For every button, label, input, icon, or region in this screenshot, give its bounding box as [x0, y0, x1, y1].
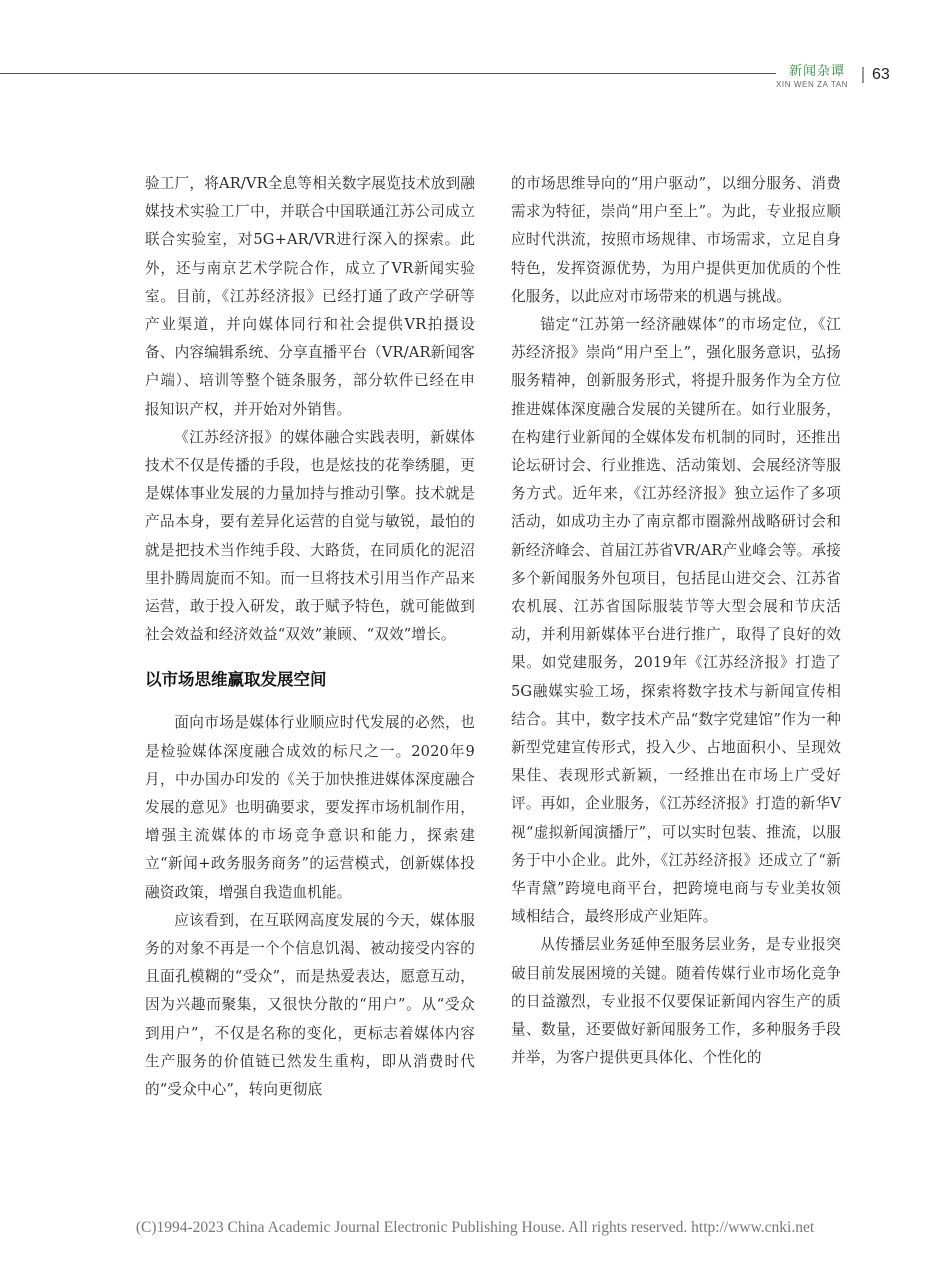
paragraph: 应该看到，在互联网高度发展的今天，媒体服务的对象不再是一个个信息饥渴、被动接受内容的且面孔模糊的“受众”，而是热爱表达，愿意互动，因为兴趣而聚集，又很快分散的“用户”。从“受众到用户”，不仅是名称的变化，更标志着媒体内容生产服务的价值链已然发生重构，即从消费时代的“受众中心”，转向更彻底: [145, 911, 475, 1099]
copyright-notice: (C)1994-2023 China Academic Journal Electronic Publishing House. All rights reserved. http://www.cnki.net: [135, 1219, 815, 1236]
paragraph: 《江苏经济报》的媒体融合实践表明，新媒体技术不仅是传播的手段，也是炫技的花拳绣腿，更是媒体事业发展的力量加持与推动引擎。技术就是产品本身，要有差异化运营的自觉与敏锐，最怕的就是把技术当作纯手段、大路货，在同质化的泥沼里扑腾周旋而不知。而一旦将技术引用当作产品来运营，敢于投入研发，敢于赋予特色，就可能做到社会效益和经济效益“双效”兼顾、“双效”增长。: [145, 428, 475, 644]
paragraph: 验工厂，将AR/VR全息等相关数字展览技术放到融媒技术实验工厂中，并联合中国联通江苏公司成立联合实验室，对5G+AR/VR进行深入的探索。此外，还与南京艺术学院合作，成立了VR新闻实验室。目前，《江苏经济报》已经打通了政产学研等产业渠道，并向媒体同行和社会提供VR拍摄设备、内容编辑系统、分享直播平台（VR/AR新闻客户端）、培训等整个链条服务，部分软件已经在申报知识产权，并开始对外销售。: [145, 175, 475, 418]
section-heading: 以市场思维赢取发展空间: [145, 670, 327, 690]
paragraph: 的市场思维导向的“用户驱动”，以细分服务、消费需求为特征，崇尚“用户至上”。为此，专业报应顺应时代洪流，按照市场规律、市场需求，立足自身特色，发挥资源优势，为用户提供更加优质的个性化服务，以此应对市场带来的机遇与挑战。: [511, 175, 841, 305]
paragraph: 锚定“江苏第一经济融媒体”的市场定位，《江苏经济报》崇尚“用户至上”，强化服务意识，弘扬服务精神，创新服务形式，将提升服务作为全方位推进媒体深度融合发展的关键所在。如行业服务，在构建行业新闻的全媒体发布机制的同时，还推出论坛研讨会、行业推选、活动策划、会展经济等服务方式。近年来，《江苏经济报》独立运作了多项活动，如成功主办了南京都市圈滁州战略研讨会和新经济峰会、首届江苏省VR/AR产业峰会等。承接多个新闻服务外包项目，包括昆山进交会、江苏省农机展、江苏省国际服装节等大型会展和节庆活动，并利用新媒体平台进行推广，取得了良好的效果。如党建服务，2019年《江苏经济报》打造了5G融媒实验工场，探索将数字技术与新闻宣传相结合。其中，数字技术产品“数字党建馆”作为一种新型党建宣传形式，投入少、占地面积小、呈现效果佳、表现形式新颖，一经推出在市场上广受好评。再如，企业服务，《江苏经济报》打造的新华V视“虚拟新闻演播厅”，可以实时包装、推流，以服务于中小企业。此外，《江苏经济报》还成立了“新华青黛”跨境电商平台，把跨境电商与专业美妆领域相结合，最终形成产业矩阵。: [511, 316, 841, 926]
journal-pinyin: XIN WEN ZA TAN: [775, 80, 849, 89]
right-column: [511, 170, 841, 1073]
page-number: 63: [872, 66, 890, 83]
journal-name: 新闻杂谭: [788, 64, 845, 79]
header-separator: [862, 67, 864, 83]
left-column: [145, 170, 475, 1104]
paragraph: 面向市场是媒体行业顺应时代发展的必然，也是检验媒体深度融合成效的标尺之一。2020年9月，中办国办印发的《关于加快推进媒体深度融合发展的意见》也明确要求，要发挥市场机制作用，增强主流媒体的市场竞争意识和能力，探索建立“新闻+政务服务商务”的运营模式，创新媒体投融资政策，增强自我造血机能。: [145, 714, 475, 901]
paragraph: 从传播层业务延伸至服务层业务，是专业报突破目前发展困境的关键。随着传媒行业市场化竞争的日益激烈，专业报不仅要保证新闻内容生产的质量、数量，还要做好新闻服务工作，多种服务手段并举，为客户提供更具体化、个性化的: [511, 936, 841, 1067]
header-rule: [0, 73, 776, 74]
